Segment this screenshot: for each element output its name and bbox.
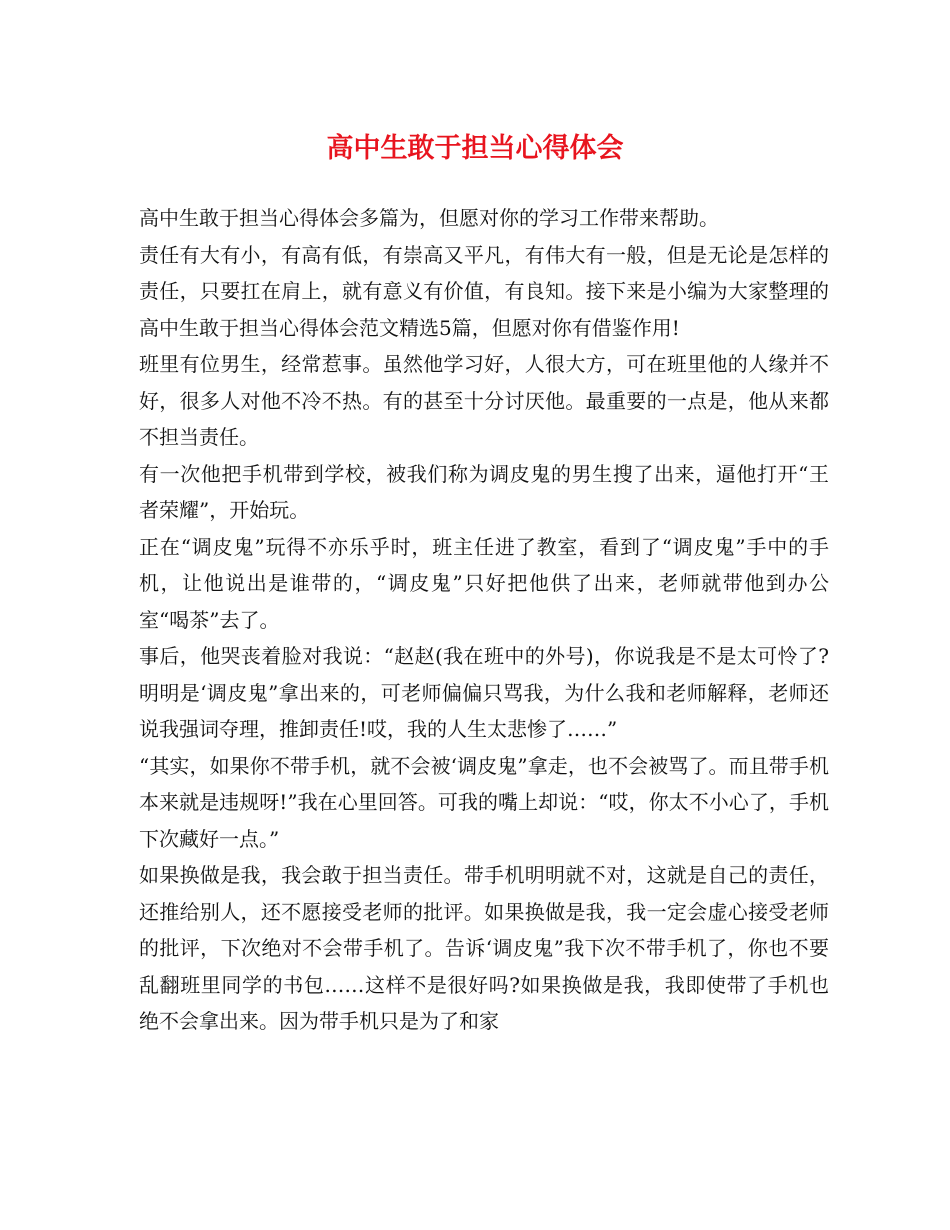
paragraph-responsibility: 责任有大有小，有高有低，有崇高又平凡，有伟大有一般，但是无论是怎样的责任，只要扛在肩上，就有意义有价值，有良知。接下来是小编为大家整理的高中生敢于担当心得体会范文精选5篇，但愿对你有借鉴作用! — [139, 242, 829, 340]
paragraph-intro: 高中生敢于担当心得体会多篇为，但愿对你的学习工作带来帮助。 — [139, 206, 719, 230]
paragraph-phone-at-school: 有一次他把手机带到学校，被我们称为调皮鬼的男生搜了出来，逼他打开“王者荣耀”，开始玩。 — [139, 461, 829, 522]
document-title: 高中生敢于担当心得体会 — [326, 133, 624, 164]
paragraph-inner-reply: “其实，如果你不带手机，就不会被‘调皮鬼”拿走，也不会被骂了。而且带手机本来就是违规呀!”我在心里回答。可我的嘴上却说：“哎，你太不小心了，手机下次藏好一点。” — [139, 753, 829, 851]
paragraph-teacher-arrives: 正在“调皮鬼”玩得不亦乐乎时，班主任进了教室，看到了“调皮鬼”手中的手机，让他说出是谁带的，“调皮鬼”只好把他供了出来，老师就带他到办公室“喝茶”去了。 — [139, 534, 829, 632]
document-body — [139, 200, 829, 1040]
paragraph-if-it-were-me: 如果换做是我，我会敢于担当责任。带手机明明就不对，这就是自己的责任，还推给别人，还不愿接受老师的批评。如果换做是我，我一定会虚心接受老师的批评，下次绝对不会带手机了。告诉‘调皮鬼”我下次不带手机了，你也不要乱翻班里同学的书包……这样不是很好吗?如果换做是我，我即使带了手机也绝不会拿出来。因为带手机只是为了和家 — [139, 863, 829, 1033]
paragraph-complaint: 事后，他哭丧着脸对我说：“赵赵(我在班中的外号)，你说我是不是太可怜了?明明是‘调皮鬼”拿出来的，可老师偏偏只骂我，为什么我和老师解释，老师还说我强词夺理，推卸责任!哎，我的人生太悲惨了……” — [139, 644, 829, 741]
paragraph-classmate: 班里有位男生，经常惹事。虽然他学习好，人很大方，可在班里他的人缘并不好，很多人对他不冷不热。有的甚至十分讨厌他。最重要的一点是，他从来都不担当责任。 — [139, 352, 829, 449]
